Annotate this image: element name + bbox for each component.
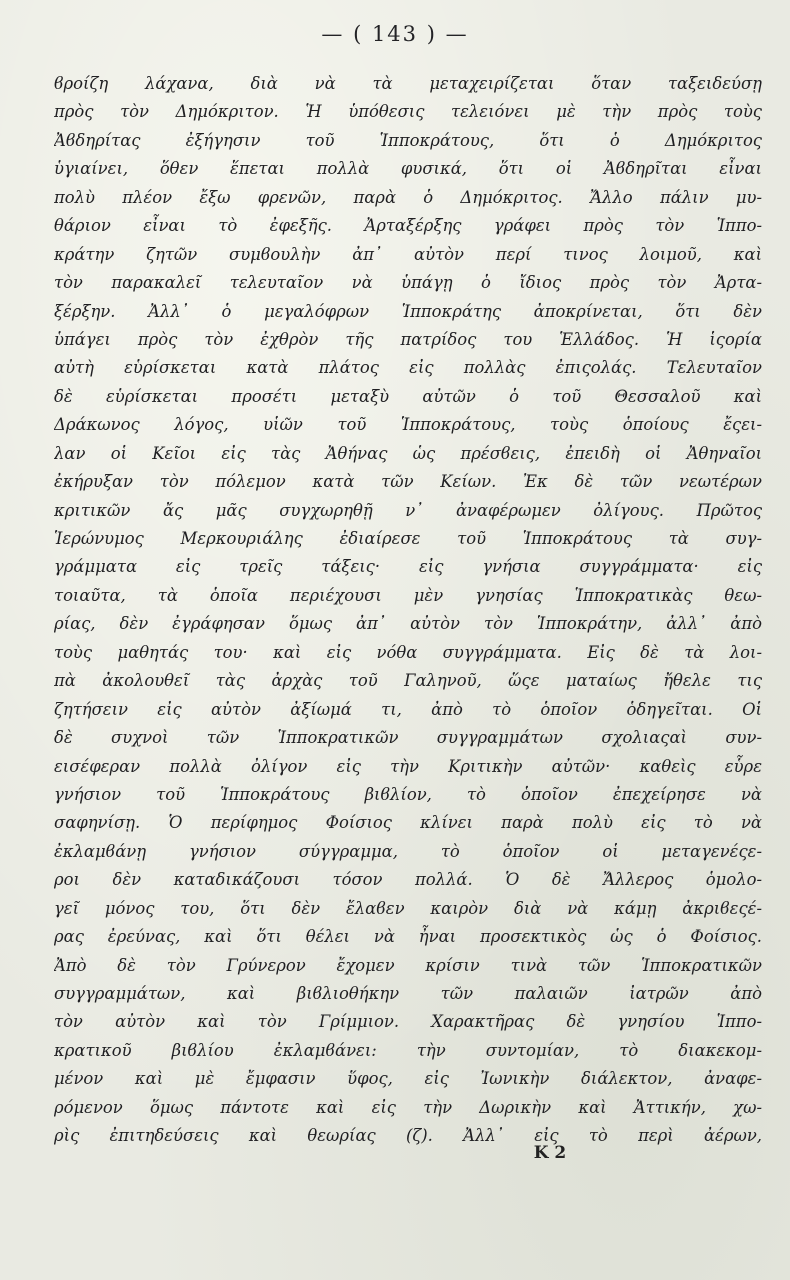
text-line: ἐκήρυξαν τὸν πόλεμον κατὰ τῶν Κείων. Ἐκ δὲ τῶν νεωτέρων	[54, 472, 762, 492]
text-line: εισέφεραν πολλὰ ὀλίγον εἰς τὴν Κριτικὴν αὐτῶν· καθεὶς εὗρε	[54, 756, 762, 776]
text-line: ὑγιαίνει, ὅθεν ἕπεται πολλὰ φυσικά, ὅτι οἱ Ἀϐδηρῖται εἶναι	[54, 159, 762, 179]
text-line: γεῖ μόνος του, ὅτι δὲν ἔλαϐεν καιρὸν διὰ νὰ κάμῃ ἀκριϐεςέ-	[54, 898, 762, 918]
text-line: τὸν παρακαλεῖ τελευταῖον νὰ ὑπάγῃ ὁ ἴδιος πρὸς τὸν Ἀρτα-	[54, 273, 762, 293]
text-line: ἐκλαμϐάνῃ γνήσιον σύγγραμμα, τὸ ὁποῖον οἱ μεταγενέςε-	[54, 841, 762, 861]
text-line: δὲ συχνοὶ τῶν Ἱπποκρατικῶν συγγραμμάτων σχολιαςαὶ συν-	[54, 728, 762, 748]
text-line: ξέρξην. Ἀλλ᾽ ὁ μεγαλόφρων Ἱπποκράτης ἀποκρίνεται, ὅτι δὲν	[54, 301, 762, 321]
text-line: συγγραμμάτων, καὶ βιϐλιοθήκην τῶν παλαιῶν ἰατρῶν ἀπὸ	[54, 984, 762, 1003]
page-text	[54, 70, 762, 1151]
text-line: τοὺς μαθητάς του· καὶ εἰς νόθα συγγράμματα. Εἰς δὲ τὰ λοι-	[54, 642, 762, 662]
text-line: πὰ ἀκολουθεῖ τὰς ἀρχὰς τοῦ Γαληνοῦ, ὥςε ματαίως ἤθελε τις	[54, 671, 762, 691]
text-line: τὸν αὐτὸν καὶ τὸν Γρίμμιον. Χαρακτῆρας δὲ γνησίου Ἱππο-	[54, 1012, 762, 1032]
text-line: δὲ εὑρίσκεται προσέτι μεταξὺ αὐτῶν ὁ τοῦ Θεσσαλοῦ καὶ	[54, 386, 762, 406]
text-line: ρας ἐρεύνας, καὶ ὅτι θέλει νὰ ἦναι προσεκτικὸς ὡς ὁ Φοίσιος.	[54, 927, 762, 947]
text-line: μένον καὶ μὲ ἔμφασιν ὕφος, εἰς Ἰωνικὴν διάλεκτον, ἀναφε-	[54, 1069, 762, 1089]
text-line: πρὸς τὸν Δημόκριτον. Ἡ ὑπόθεσις τελειόνει μὲ τὴν πρὸς τοὺς	[54, 102, 762, 122]
signature-mark: Κ 2	[533, 1143, 567, 1163]
text-line: ρόμενον ὅμως πάντοτε καὶ εἰς τὴν Δωρικὴν καὶ Ἀττικήν, χω-	[54, 1097, 762, 1117]
text-line: ζητήσειν εἰς αὐτὸν ἀξίωμά τι, ἀπὸ τὸ ὁποῖον ὁδηγεῖται. Οἱ	[54, 699, 762, 719]
text-line: Ἱερώνυμος Μερκουριάλης ἐδιαίρεσε τοῦ Ἱπποκράτους τὰ συγ-	[54, 529, 762, 548]
text-line: γνήσιον τοῦ Ἱπποκράτους βιϐλίον, τὸ ὁποῖον ἐπεχείρησε νὰ	[54, 784, 762, 804]
text-line: γράμματα εἰς τρεῖς τάξεις· εἰς γνήσια συγγράμματα· εἰς	[54, 557, 762, 577]
text-line: πολὺ πλέον ἔξω φρενῶν, παρὰ ὁ Δημόκριτος. Ἄλλο πάλιν μυ-	[54, 187, 762, 207]
text-line: ὑπάγει πρὸς τὸν ἐχθρὸν τῆς πατρίδος του Ἑλλάδος. Ἡ ἱςορία	[54, 329, 762, 349]
text-line: ρὶς ἐπιτηδεύσεις καὶ θεωρίας (ζ). Ἀλλ᾽ εἰς τὸ περὶ ἀέρων,	[54, 1126, 762, 1146]
text-line: ροι δὲν καταδικάζουσι τόσον πολλά. Ὁ δὲ Ἄλλερος ὁμολο-	[54, 870, 762, 890]
page-number-header: — ( 143 ) —	[321, 22, 469, 46]
text-line: κριτικῶν ἄς μᾶς συγχωρηθῇ ν᾽ ἀναφέρωμεν ὀλίγους. Πρῶτος	[54, 500, 762, 520]
text-line: Δράκωνος λόγος, υἱῶν τοῦ Ἱπποκράτους, τοὺς ὁποίους ἔςει-	[54, 415, 762, 435]
text-line: κρατικοῦ βιϐλίου ἐκλαμϐάνει: τὴν συντομίαν, τὸ διακεκομ-	[54, 1040, 762, 1060]
text-line: Ἀϐδηρίτας ἐξήγησιν τοῦ Ἱπποκράτους, ὅτι ὁ Δημόκριτος	[54, 130, 762, 150]
text-line: θάριον εἶναι τὸ ἐφεξῆς. Ἀρταξέρξης γράφει πρὸς τὸν Ἱππο-	[54, 216, 762, 236]
text-line: Ἀπὸ δὲ τὸν Γρύνερον ἔχομεν κρίσιν τινὰ τῶν Ἱπποκρατικῶν	[54, 955, 762, 975]
text-line: τοιαῦτα, τὰ ὁποῖα περιέχουσι μὲν γνησίας Ἱπποκρατικὰς θεω-	[54, 585, 762, 605]
text-line: ρίας, δὲν ἐγράφησαν ὅμως ἀπ᾽ αὐτὸν τὸν Ἱπποκράτην, ἀλλ᾽ ἀπὸ	[54, 614, 762, 634]
text-line: σαφηνίσῃ. Ὁ περίφημος Φοίσιος κλίνει παρὰ πολὺ εἰς τὸ νὰ	[54, 813, 762, 833]
text-line: αὐτὴ εὑρίσκεται κατὰ πλάτος εἰς πολλὰς ἐπιςολάς. Τελευταῖον	[54, 358, 762, 378]
text-line: ϐροίζη λάχανα, διὰ νὰ τὰ μεταχειρίζεται ὅταν ταξειδεύσῃ	[54, 74, 762, 93]
text-line: κράτην ζητῶν συμϐουλὴν ἀπ᾽ αὐτὸν περί τινος λοιμοῦ, καὶ	[54, 244, 762, 264]
text-line: λαν οἱ Κεῖοι εἰς τὰς Ἀθήνας ὡς πρέσϐεις, ἐπειδὴ οἱ Ἀθηναῖοι	[54, 443, 762, 463]
